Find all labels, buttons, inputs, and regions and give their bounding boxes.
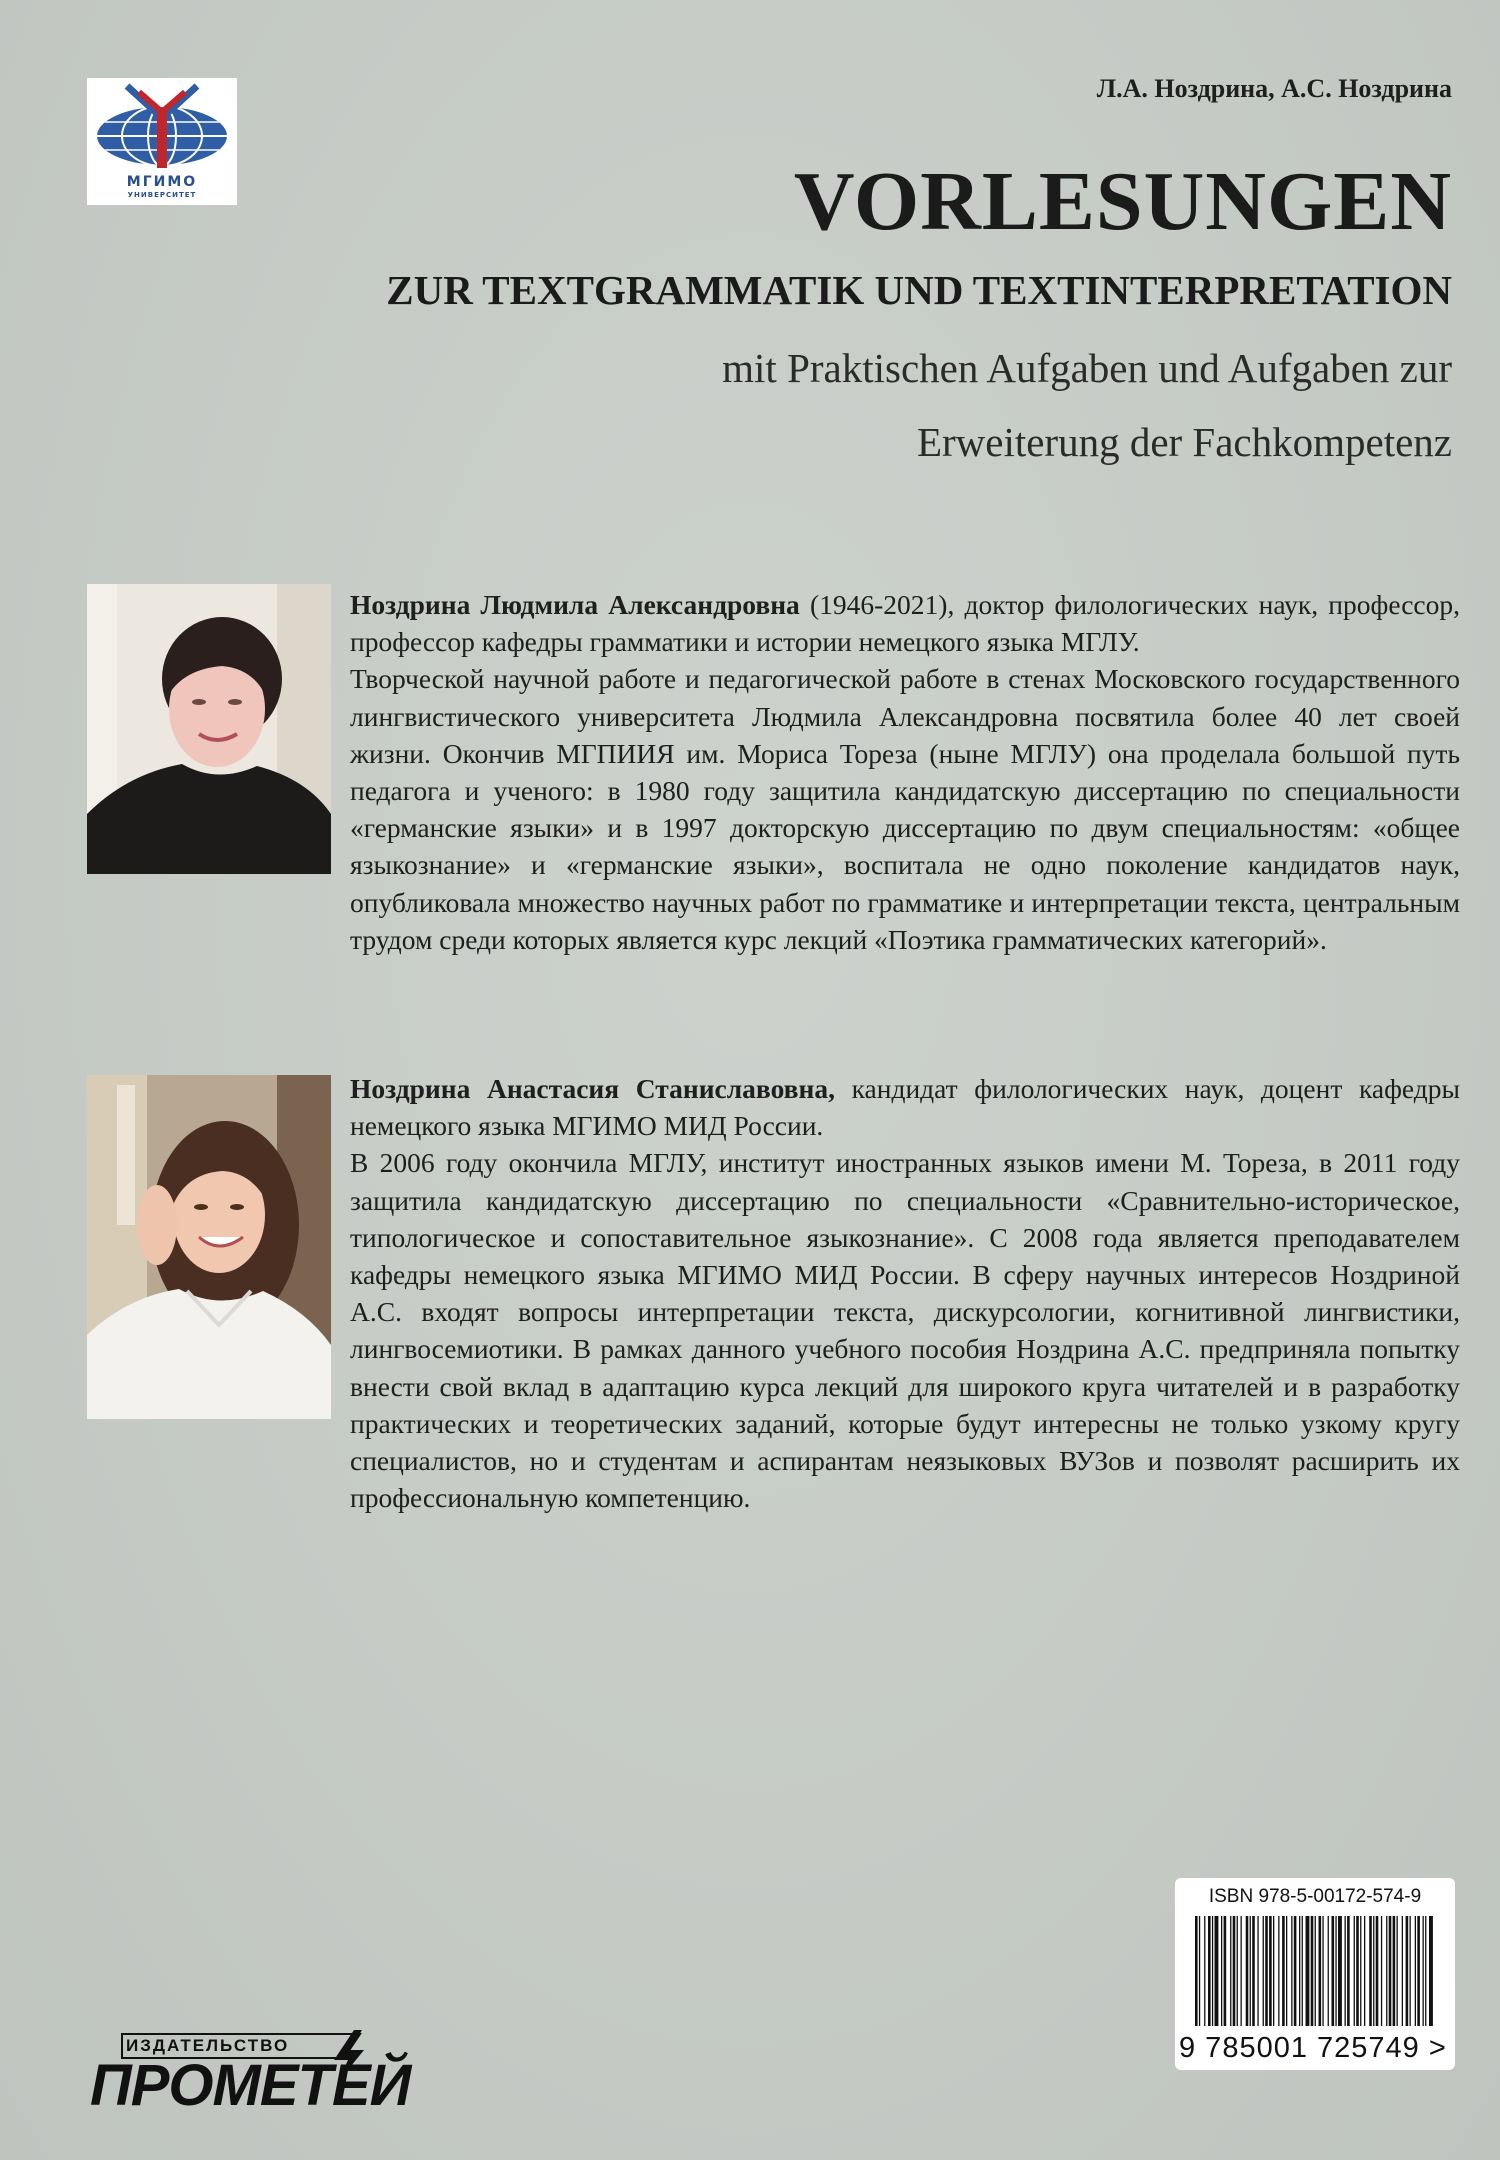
- tagline-line-2: Erweiterung der Fachkompetenz: [916, 419, 1452, 465]
- author-bio-2-intro: [350, 1070, 1460, 1144]
- author-bio-2-intro-text: кандидат филологических наук, доцент кафедры немецкого языка МГИМО МИД России.: [350, 1073, 1460, 1142]
- authors: Л.А. Ноздрина, А.С. Ноздрина: [1096, 74, 1452, 103]
- mgimo-logo: [87, 78, 237, 205]
- author-name-2: Ноздрина Анастасия Станиславовна,: [350, 1073, 835, 1104]
- isbn-digits: 9 785001 725749 >: [1179, 2032, 1447, 2064]
- book-title: VORLESUNGEN: [793, 155, 1452, 248]
- author-bio-1-intro: [350, 586, 1460, 660]
- author-bio-1-text: Творческой научной работе и педагогической работе в стенах Московского государственного лингвистического университета Людмила Александровна посвятила более 40 лет своей жизни. Окончив МГПИИЯ им. Мориса Тореза (ныне МГЛУ) она проделала большой путь педагога и ученого: в 1980 году защитила кандидатскую диссертацию по специальности «германские языки» и в 1997 докторскую диссертацию по двум специальностям: «общее языкознание» и «германские языки», воспитала не одно поколение кандидатов наук, опубликовала множество научных работ по грамматике и интерпретации текста, центральным трудом среди которых является курс лекций «Поэтика грамматических категорий».: [350, 663, 1460, 955]
- author-photo-2: [87, 1075, 331, 1419]
- isbn-label: ISBN 978-5-00172-574-9: [1208, 1886, 1422, 1907]
- logo-subtitle: УНИВЕРСИТЕТ: [127, 191, 197, 199]
- author-photo-1: [87, 584, 331, 874]
- author-bio-1-intro-text: (1946-2021), доктор филологических наук, профессор, профессор кафедры грамматики и истории немецкого языка МГЛУ.: [350, 589, 1460, 658]
- isbn-barcode-box: [1175, 1878, 1455, 2070]
- publisher-name: ПРОМЕТЕЙ: [90, 2053, 411, 2118]
- publisher-logo: [82, 2030, 411, 2120]
- tagline-line-1: mit Praktischen Aufgaben und Aufgaben zur: [722, 345, 1452, 391]
- publisher-small-label: ИЗДАТЕЛЬСТВО: [126, 2036, 290, 2055]
- logo-name: МГИМО: [126, 174, 198, 190]
- barcode-icon: [1193, 1916, 1437, 2028]
- author-bio-2: [350, 1070, 1460, 1516]
- author-name-1: Ноздрина Людмила Александровна: [350, 589, 800, 620]
- book-subtitle: ZUR TEXTGRAMMATIK UND TEXTINTERPRETATION: [386, 267, 1452, 313]
- author-bio-2-text: В 2006 году окончила МГЛУ, институт иностранных языков имени М. Тореза, в 2011 году защитила кандидатскую диссертацию по специальности «Сравнительно-историческое, типологическое и сопоставительное языкознание». С 2008 года является преподавателем кафедры немецкого языка МГИМО МИД России. В сферу научных интересов Ноздриной А.С. входят вопросы интерпретации текста, дискурсологии, когнитивной лингвистики, лингвосемиотики. В рамках данного учебного пособия Ноздрина А.С. предприняла попытку внести свой вклад в адаптацию курса лекций для широкого круга читателей и в разработку практических и теоретических заданий, которые будут интересны не только узкому кругу специалистов, но и студентам и аспирантам неязыковых ВУЗов и позволят расширить их профессиональную компетенцию.: [350, 1147, 1460, 1514]
- author-bio-1: [350, 586, 1460, 958]
